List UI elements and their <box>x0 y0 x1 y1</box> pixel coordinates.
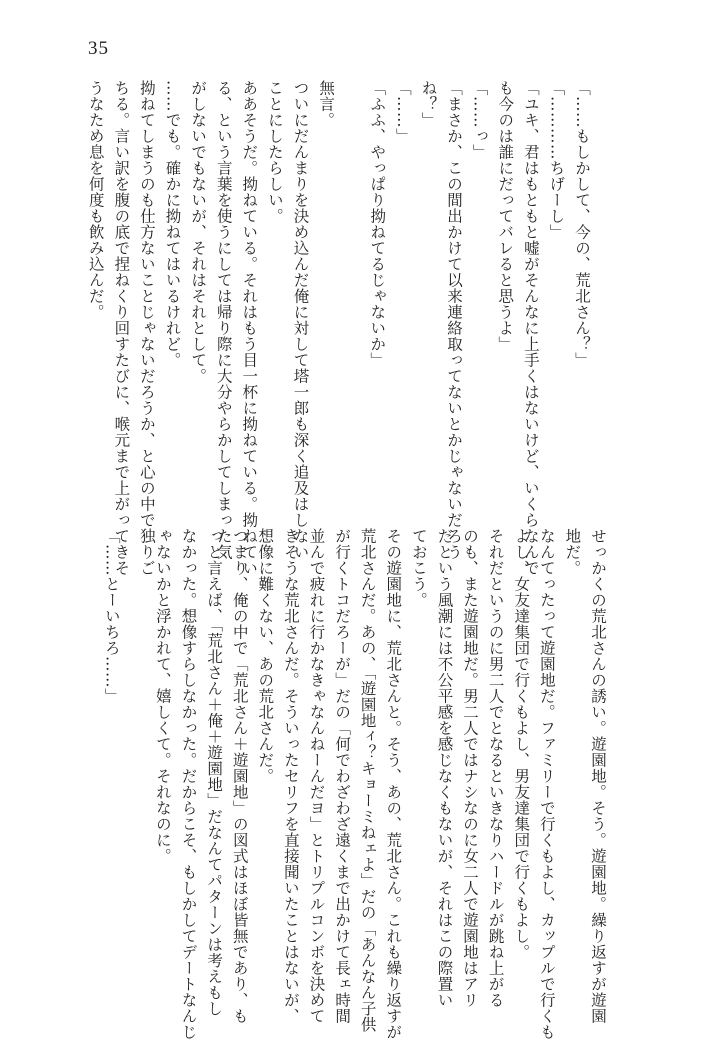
text-line: それだというのに男二人でとなるといきなりハードルが跳ね上がる <box>486 528 505 1008</box>
text-line: つまり、俺の中で「荒北さん＋遊園地」の図式はほぼ皆無であり、も <box>230 528 249 1024</box>
text-line: も今のは誰にだってバレると思うよ」 <box>496 80 515 352</box>
text-line: うなため息を何度も飲み込んだ。 <box>86 80 105 320</box>
text-line: 地だ。 <box>563 528 582 576</box>
text-line: きそうな荒北さんだ。そういったセリフを直接聞いたことはないが、 <box>281 528 300 1024</box>
text-line: その遊園地に、荒北さんと。そう、あの、荒北さん。これも繰り返すが <box>384 528 403 1040</box>
text-line: よし、女友達集団で行くもよし、男友達集団で行くもよし。 <box>512 528 531 960</box>
text-line <box>124 528 150 958</box>
text-line: 「ユキ、君はもともと嘘がそんなに上手くはないけど、いくらなんで <box>521 80 540 576</box>
text-line: 「まさか、この間出かけて以来連絡取ってないとかじゃないだろう <box>445 80 464 560</box>
text-line: ことにしたらしい。 <box>265 80 284 224</box>
text-line: っと言えば、「荒北さん＋俺＋遊園地」だなんてパターンは考えもし <box>205 528 224 1017</box>
text-line: せっかくの荒北さんの誘い。遊園地。そう。遊園地。繰り返すが遊園 <box>589 528 607 1024</box>
text-line: なかった。想像すらしなかった。だからこそ、もしかしてデートなんじ <box>179 528 198 1040</box>
text-line: ああそうだ。拗ねている。それはもう目一杯に拗ねている。拗ねてい <box>240 80 259 576</box>
text-line: ……でも。確かに拗ねてはいるけれど。 <box>163 80 182 368</box>
text-line: ついにだんまりを決め込んだ俺に対して塔一郎も深く追及はしない <box>291 80 310 560</box>
text-line: る、という言葉を使うにしては帰り際に大分やらかしてしまった気 <box>214 80 233 560</box>
page-number: 35 <box>88 38 109 59</box>
text-line: が行くトコだろーが」だの「何でわざわざ遠くまで出かけて長ェ時間 <box>333 528 352 1024</box>
text-line: 無言。 <box>317 80 336 128</box>
text-line: 「……とーいちろ……」 <box>102 528 121 704</box>
text-line: 「……」 <box>393 80 412 144</box>
text-line: 拗ねてしまうのも仕方ないことじゃないだろうか、と心の中で独りご <box>137 80 156 576</box>
text-line: 想像に難くない、あの荒北さんだ。 <box>256 528 275 784</box>
bottom-text-block <box>102 528 610 1040</box>
text-line: だという風潮には不公平感を感じなくもないが、それはこの際置い <box>435 528 454 1008</box>
text-line: ゃないかと浮かれて、嬉しくて。それなのに。 <box>153 528 172 864</box>
text-line: がしないでもないが、それはそれとして。 <box>189 80 208 384</box>
text-line: のも、また遊園地だ。男二人ではナシなのに女二人で遊園地はアリ <box>461 528 480 1008</box>
text-line: ておこう。 <box>409 528 428 608</box>
text-line: 荒北さんだ。あの、「遊園地ィ？キョーミねェよ」だの「あんなん子供 <box>358 528 377 1033</box>
text-line: ね？」 <box>419 80 438 128</box>
text-line: 「…………ちげーし」 <box>547 80 566 240</box>
text-line: 「……っ」 <box>470 80 489 160</box>
text-line: 「ふふ、やっぱり拗ねてるじゃないか」 <box>368 80 387 368</box>
text-line: 「……もしかして、今の、荒北さん？」 <box>573 80 591 368</box>
text-line: 並んで疲れに行かなきゃなんねーんだヨ」とトリプルコンボを決めて <box>307 528 326 1024</box>
text-line: ちる。言い訳を腹の底で捏ねくり回すたびに、喉元まで上がってきそ <box>112 80 131 576</box>
text-line: なんてったって遊園地だ。ファミリーで行くもよし、カップルで行くも <box>537 528 556 1040</box>
text-line <box>338 80 364 485</box>
